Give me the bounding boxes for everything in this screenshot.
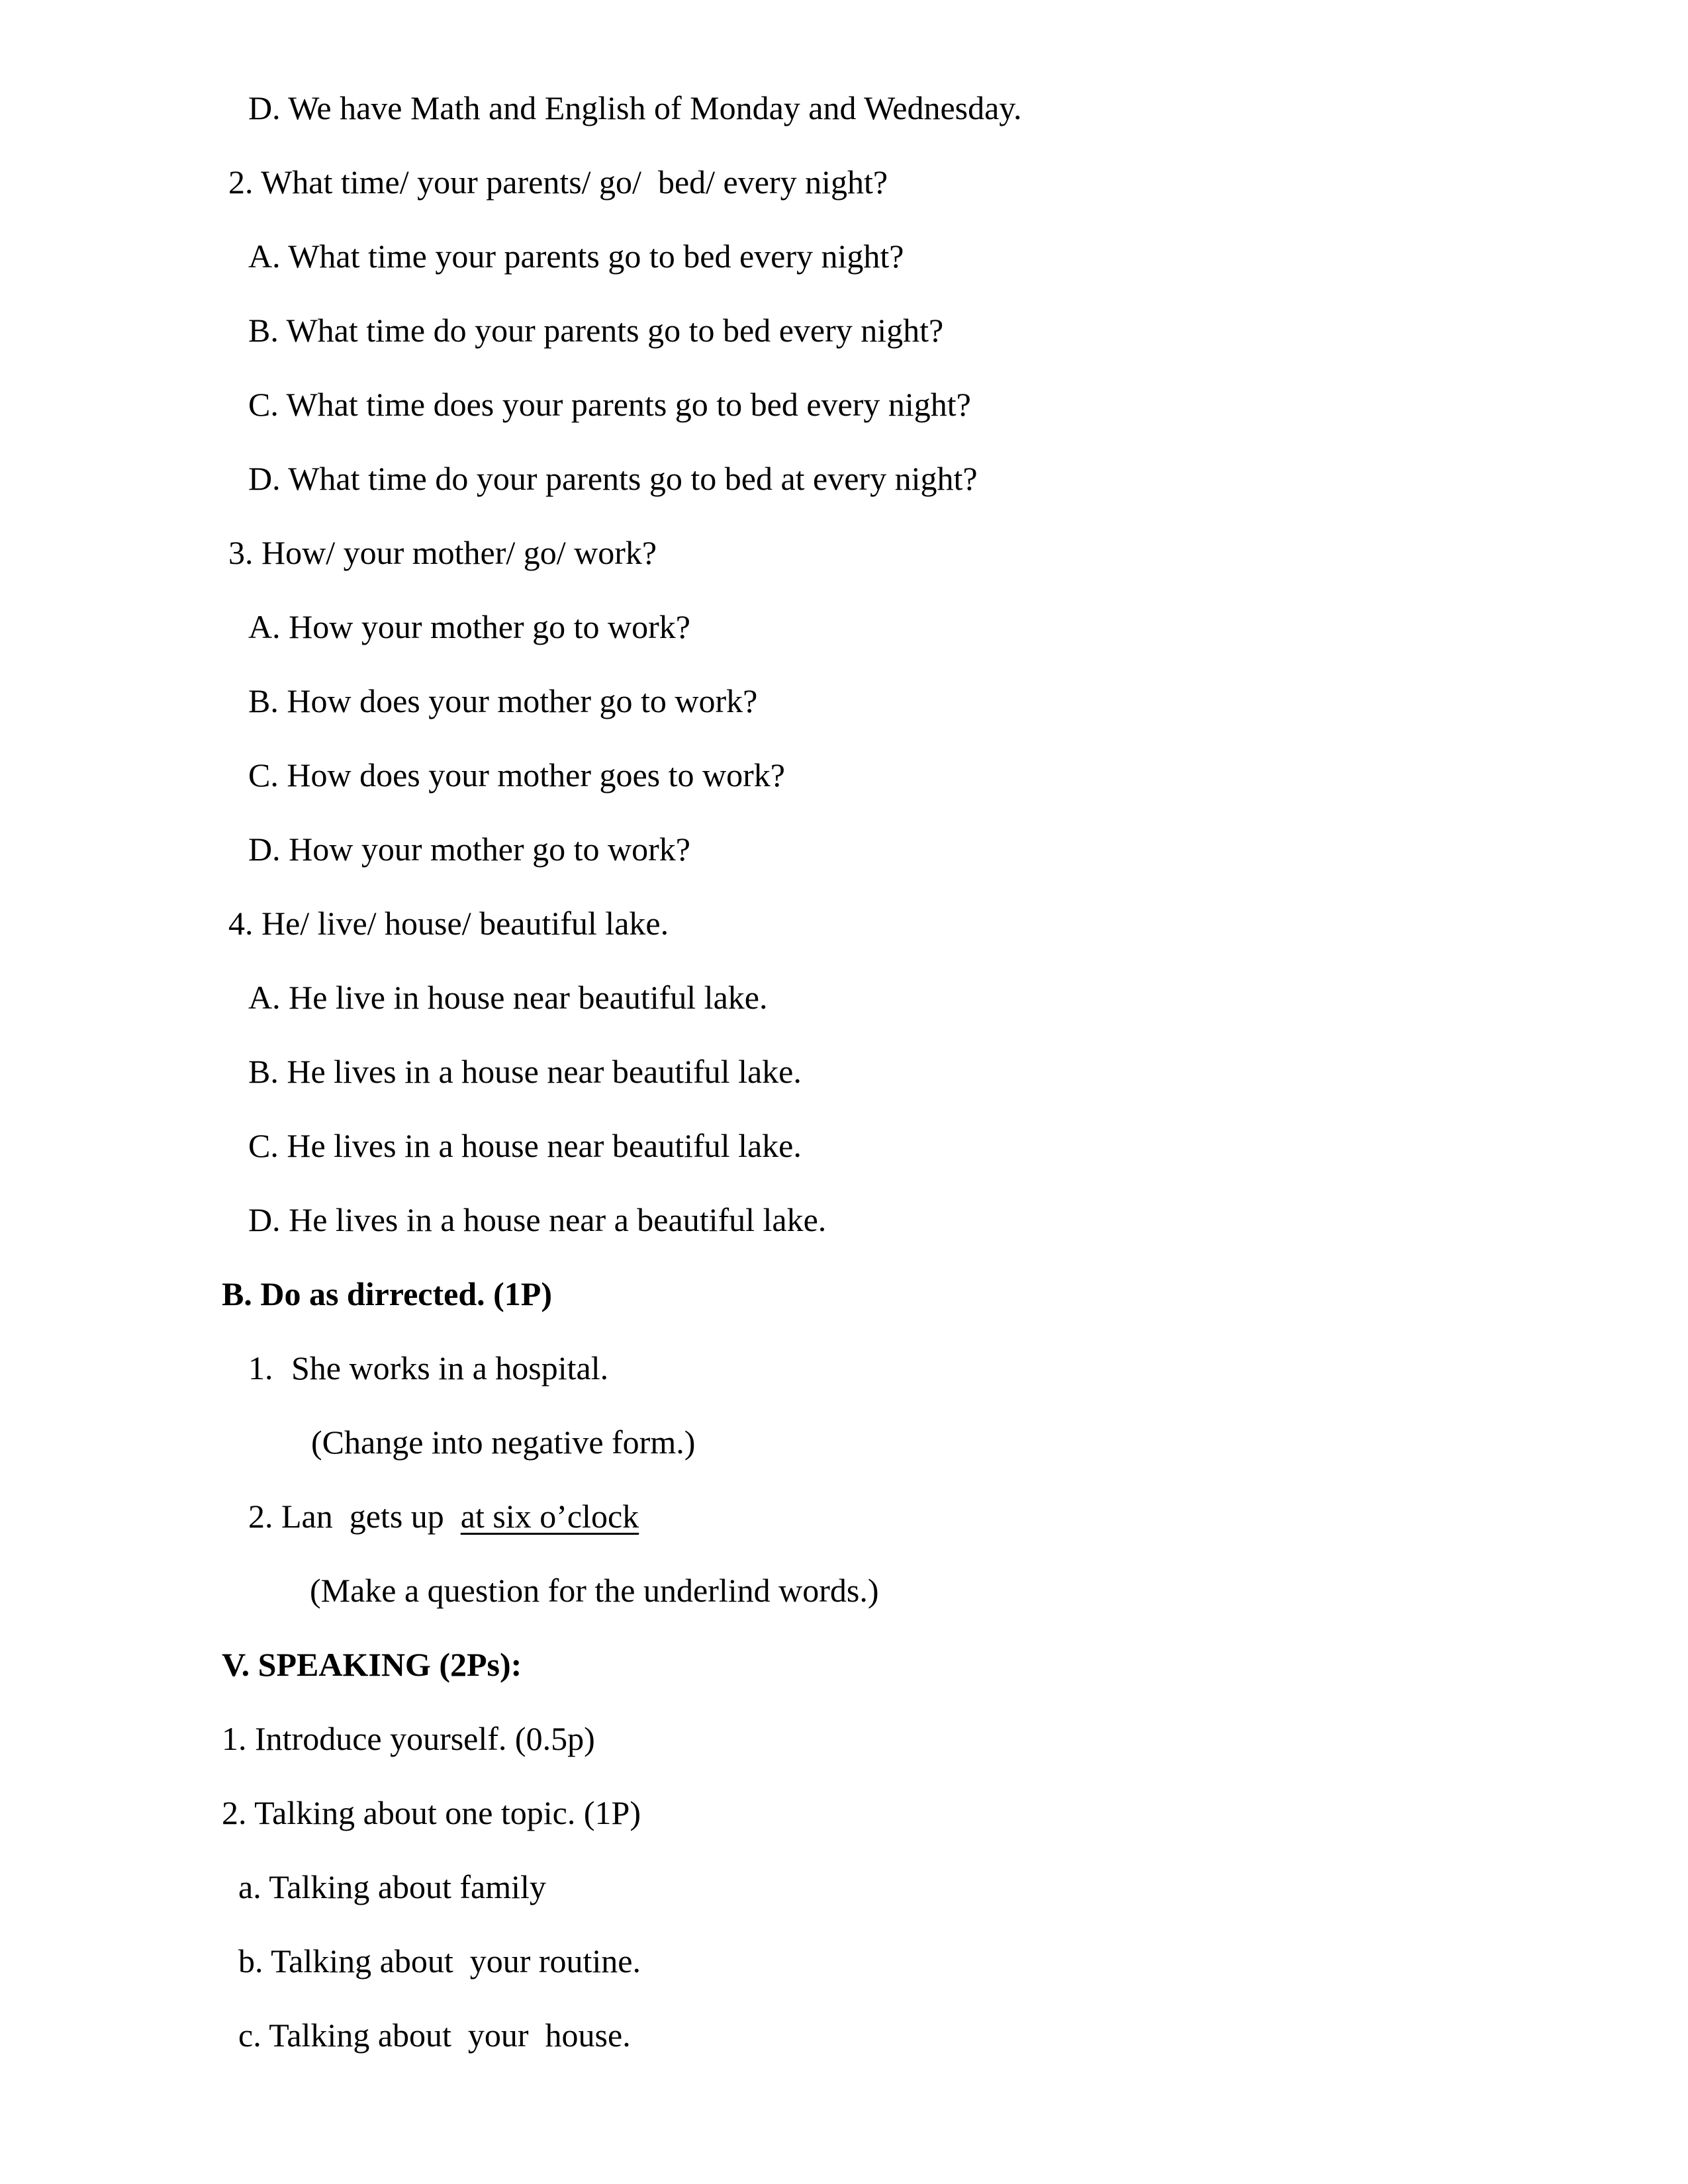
section-b-item1-sentence: She works in a hospital. <box>291 1349 609 1387</box>
q4-option-a: A. He live in house near beautiful lake. <box>248 979 768 1016</box>
section-b-item1-instruction: (Change into negative form.) <box>311 1424 696 1461</box>
q4-option-d: D. He lives in a house near a beautiful lake. <box>248 1201 827 1238</box>
q3-prompt: 3. How/ your mother/ go/ work? <box>228 534 657 571</box>
q2-prompt: 2. What time/ your parents/ go/ bed/ every night? <box>228 163 888 201</box>
section-b-item2-sentence <box>248 1496 639 1536</box>
q3-option-b: B. How does your mother go to work? <box>248 682 758 719</box>
q3-option-a: A. How your mother go to work? <box>248 608 690 645</box>
q1-option-d: D. We have Math and English of Monday and Wednesday. <box>248 89 1022 126</box>
q4-prompt: 4. He/ live/ house/ beautiful lake. <box>228 905 669 942</box>
speaking-item2: 2. Talking about one topic. (1P) <box>222 1794 641 1831</box>
q3-option-c: C. How does your mother goes to work? <box>248 756 785 794</box>
q3-option-d: D. How your mother go to work? <box>248 831 690 868</box>
q4-option-c: C. He lives in a house near beautiful lake. <box>248 1127 802 1164</box>
section-b-item2-instruction: (Make a question for the underlind words.) <box>310 1572 879 1609</box>
q2-option-b: B. What time do your parents go to bed every night? <box>248 312 944 349</box>
section-b-heading: B. Do as dirrected. (1P) <box>222 1275 552 1312</box>
speaking-topic-a: a. Talking about family <box>238 1868 546 1905</box>
section-b-item1-number: 1. <box>248 1349 273 1387</box>
q2-option-a: A. What time your parents go to bed every night? <box>248 238 904 275</box>
q2-option-d: D. What time do your parents go to bed at every night? <box>248 460 978 497</box>
q2-option-c: C. What time does your parents go to bed every night? <box>248 386 971 423</box>
speaking-topic-c: c. Talking about your house. <box>238 2017 631 2054</box>
section-b-item2-prefix: 2. Lan gets up <box>248 1498 461 1535</box>
q4-option-b: B. He lives in a house near beautiful lake. <box>248 1053 802 1090</box>
speaking-topic-b: b. Talking about your routine. <box>238 1942 641 1979</box>
speaking-heading: V. SPEAKING (2Ps): <box>222 1646 522 1683</box>
speaking-item1: 1. Introduce yourself. (0.5p) <box>222 1720 595 1757</box>
section-b-item2-underlined: at six o’clock <box>460 1498 639 1535</box>
